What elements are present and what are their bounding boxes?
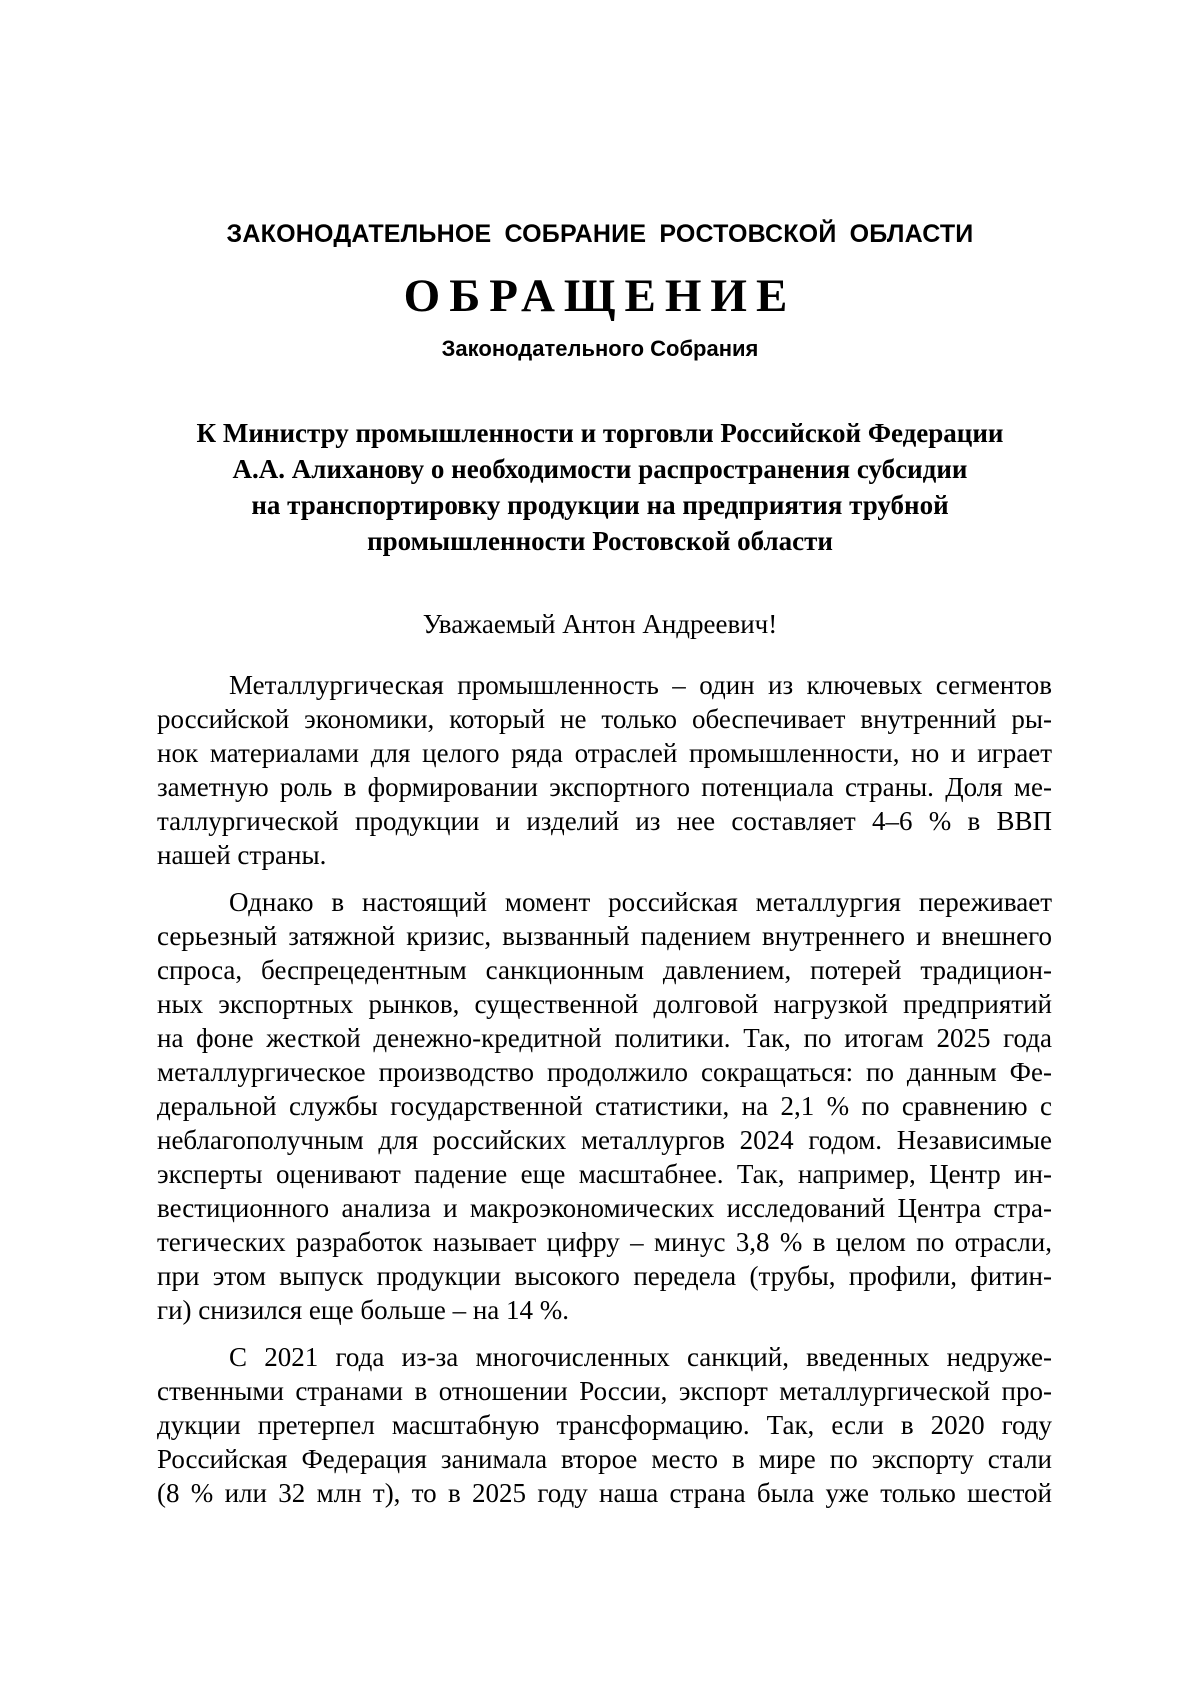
text-line: Однако в настоящий момент российская металлургия переживает (229, 887, 1052, 917)
text-line: на фоне жесткой денежно-кредитной политики. Так, по итогам 2025 года (157, 1023, 1052, 1053)
document-subtitle: Законодательного Собрания (441, 336, 759, 361)
text-line: нок материалами для целого ряда отраслей промышленности, но и играет (157, 738, 1052, 768)
text-line: деральной службы государственной статистики, на 2,1 % по сравнению с (157, 1091, 1052, 1121)
text-line: ных экспортных рынков, существенной долговой нагрузкой предприятий (157, 989, 1052, 1019)
text-line: серьезный затяжной кризис, вызванный падением внутреннего и внешнего (157, 921, 1052, 951)
paragraph (157, 885, 1052, 1327)
text-line: заметную роль в формировании экспортного потенциала страны. Доля ме- (157, 772, 1052, 802)
text-line: Российская Федерация занимала второе место в мире по экспорту стали (157, 1444, 1052, 1474)
text-line: дукции претерпел масштабную трансформацию. Так, если в 2020 году (157, 1410, 1052, 1440)
addressee-line: К Министру промышленности и торговли Российской Федерации (196, 418, 1004, 448)
addressee-line: А.А. Алиханову о необходимости распространения субсидии (232, 454, 968, 484)
organization-header: ЗАКОНОДАТЕЛЬНОЕ СОБРАНИЕ РОСТОВСКОЙ ОБЛАСТИ (226, 220, 974, 248)
text-line: (8 % или 32 млн т), то в 2025 году наша страна была уже только шестой (157, 1478, 1052, 1508)
text-line: российской экономики, который не только обеспечивает внутренний ры- (157, 704, 1052, 734)
text-line: эксперты оценивают падение еще масштабнее. Так, например, Центр ин- (157, 1159, 1052, 1189)
text-line: металлургическое производство продолжило сокращаться: по данным Фе- (157, 1057, 1052, 1087)
paragraph (157, 668, 1052, 872)
text-line: при этом выпуск продукции высокого передела (трубы, профили, фитин- (157, 1261, 1052, 1291)
text-line: Металлургическая промышленность – один из ключевых сегментов (229, 670, 1052, 700)
document-title: ОБРАЩЕНИЕ (403, 270, 797, 322)
addressee-line: промышленности Ростовской области (367, 526, 833, 556)
text-line: нашей страны. (157, 840, 327, 870)
text-line: таллургической продукции и изделий из нее составляет 4–6 % в ВВП (157, 806, 1052, 836)
addressee-block (140, 415, 1060, 559)
text-line: спроса, беспрецедентным санкционным давлением, потерей традицион- (157, 955, 1052, 985)
text-line: ги) снизился еще больше – на 14 %. (157, 1295, 570, 1325)
paragraph (157, 1340, 1052, 1510)
text-line: С 2021 года из-за многочисленных санкций, введенных недруже- (229, 1342, 1052, 1372)
text-line: вестиционного анализа и макроэкономических исследований Центра стра- (157, 1193, 1052, 1223)
text-line: ственными странами в отношении России, экспорт металлургической про- (157, 1376, 1052, 1406)
text-line: тегических разработок называет цифру – минус 3,8 % в целом по отрасли, (157, 1227, 1052, 1257)
salutation: Уважаемый Антон Андреевич! (422, 609, 778, 639)
addressee-line: на транспортировку продукции на предприятия трубной (251, 490, 949, 520)
text-line: неблагополучным для российских металлургов 2024 годом. Независимые (157, 1125, 1052, 1155)
body-text (157, 668, 1052, 1523)
